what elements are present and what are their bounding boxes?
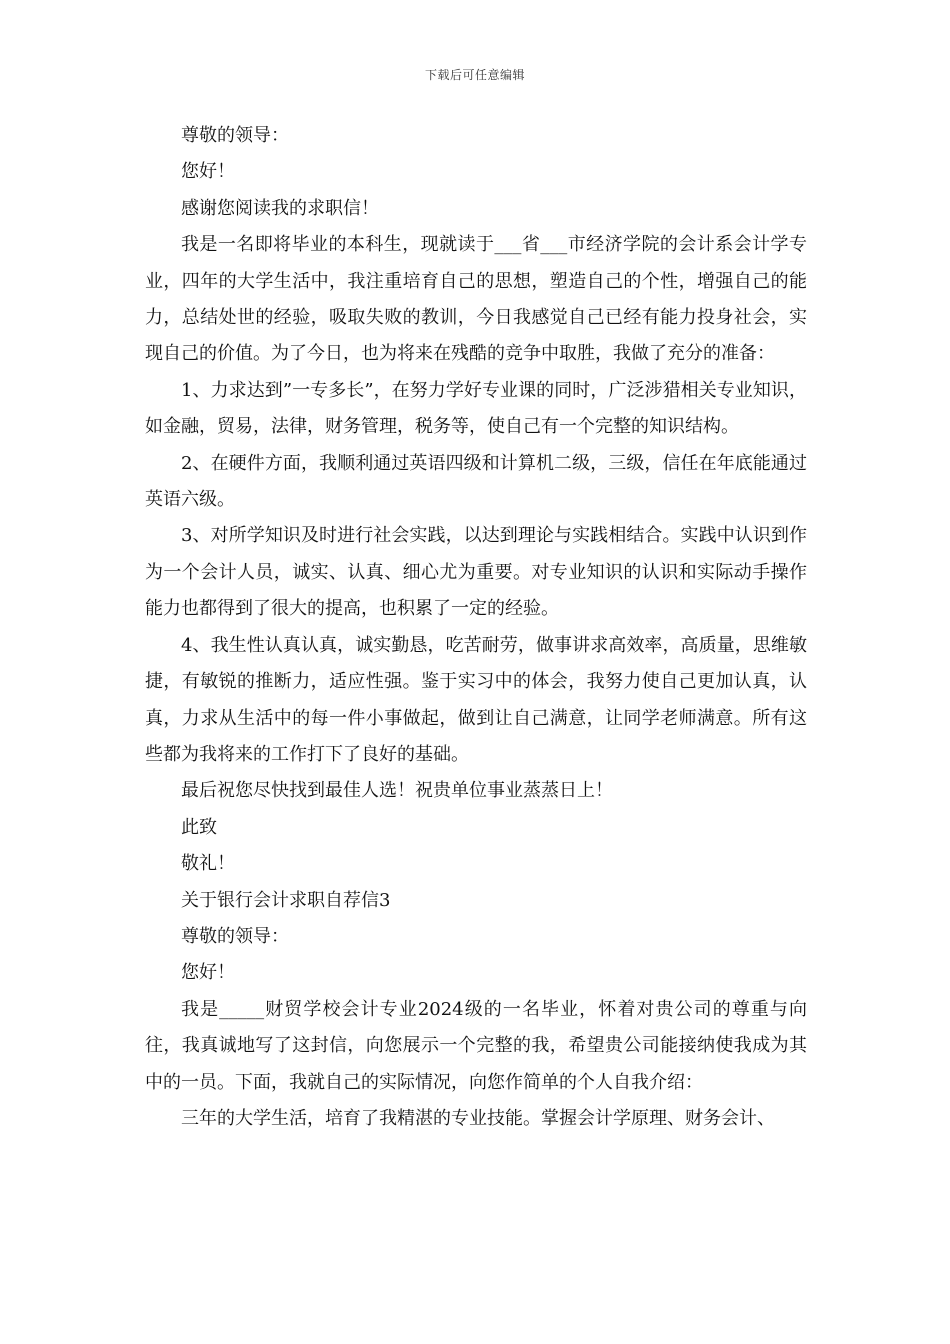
closing-wish: 最后祝您尽快找到最佳人选！祝贵单位事业蒸蒸日上！ — [181, 780, 613, 802]
greeting-2: 您好！ — [181, 962, 235, 984]
skills-paragraph: 三年的大学生活，培育了我精湛的专业技能。掌握会计学原理、财务会计、 — [181, 1107, 775, 1129]
salutation: 尊敬的领导： — [181, 125, 289, 146]
point-1: 1、力求达到”一专多长”，在努力学好专业课的同时，广泛涉猎相关专业知识，如金融，贸易，法律，财务管理，税务等，使自己有一个完整的知识结构。 — [145, 379, 807, 438]
section-title: 关于银行会计求职自荐信3 — [181, 889, 391, 911]
point-4: 4、我生性认真认真，诚实勤恳，吃苦耐劳，做事讲求高效率，高质量，思维敏捷，有敏锐的推断力，适应性强。鉴于实习中的体会，我努力使自己更加认真，认真，力求从生活中的每一件小事做起，做到让自己满意，让同学老师满意。所有这些都为我将来的工作打下了良好的基础。 — [145, 634, 807, 765]
page-header: 下载后可任意编辑 — [424, 68, 525, 82]
letter-body — [145, 118, 807, 1137]
greeting: 您好！ — [181, 161, 235, 183]
closing-zhizhi: 此致 — [181, 816, 217, 838]
point-2: 2、在硬件方面，我顺利通过英语四级和计算机二级，三级，信任在年底能通过英语六级。 — [145, 452, 807, 511]
intro-paragraph: 我是一名即将毕业的本科生，现就读于___省___市经济学院的会计系会计学专业，四年的大学生活中，我注重培育自己的思想，塑造自己的个性，增强自己的能力，总结处世的经验，吸取失败的教训，今日我感觉自己已经有能力投身社会，实现自己的价值。为了今日，也为将来在残酷的竞争中取胜，我做了充分的准备： — [145, 234, 807, 365]
thanks-line: 感谢您阅读我的求职信！ — [181, 197, 379, 219]
point-3: 3、对所学知识及时进行社会实践，以达到理论与实践相结合。实践中认识到作为一个会计人员，诚实、认真、细心尤为重要。对专业知识的认识和实际动手操作能力也都得到了很大的提高，也积累了一定的经验。 — [145, 525, 807, 620]
salutation-2: 尊敬的领导： — [181, 925, 289, 947]
closing-jingli: 敬礼！ — [181, 853, 235, 875]
intro-paragraph-2: 我是_____财贸学校会计专业2024级的一名毕业，怀着对贵公司的尊重与向往，我真诚地写了这封信，向您展示一个完整的我，希望贵公司能接纳使我成为其中的一员。下面，我就自己的实际情况，向您作简单的个人自我介绍： — [145, 998, 807, 1093]
